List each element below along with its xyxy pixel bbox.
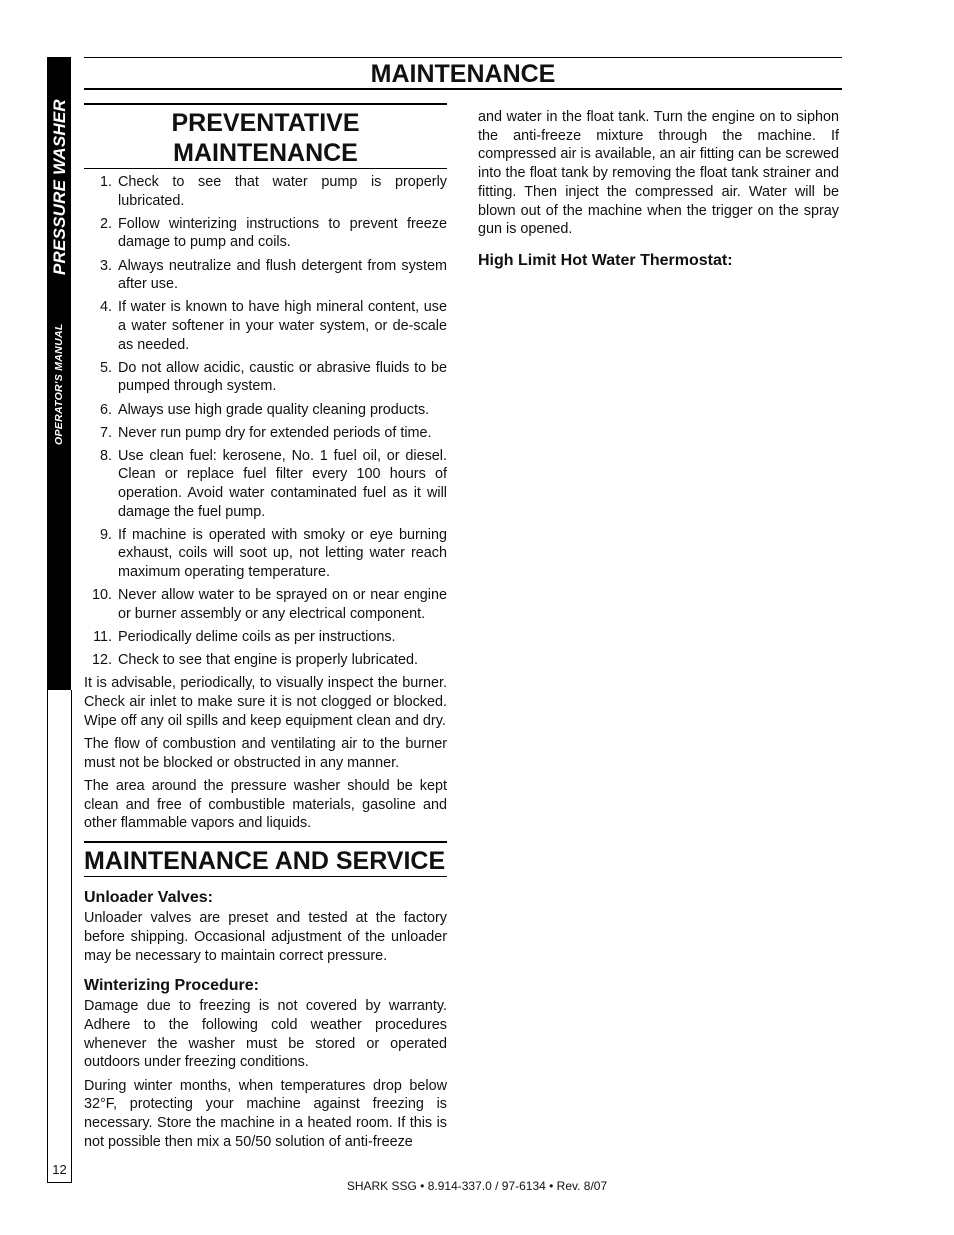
winterizing-paragraph-1: Damage due to freezing is not covered by warranty. Adhere to the following cold weather procedures whenever the washer must be stored or operated outdoors under freezing conditions. bbox=[84, 998, 447, 1071]
side-border bbox=[47, 690, 72, 1183]
item-number: 8. bbox=[99, 447, 112, 464]
item-number: 1. bbox=[99, 174, 112, 190]
winterizing-continued: and water in the float tank. Turn the engine on to siphon the anti-freeze mixture through the machine. If compressed air is available, an air fitting can be screwed into the float tank by removing the float tank strainer and fitting. Then inject the compressed air. Water will be blown out of the machine when the trigger on the spray gun is opened. bbox=[478, 109, 839, 238]
area-paragraph: The area around the pressure washer should be kept clean and free of combustible materials, gasoline and other flammable vapors and liquids. bbox=[84, 778, 447, 832]
section-rule bbox=[84, 168, 447, 169]
section-rule bbox=[84, 841, 447, 843]
list-item bbox=[84, 651, 447, 670]
page-number: 12 bbox=[52, 1162, 67, 1177]
section-rule bbox=[84, 876, 447, 877]
winterizing-paragraph-2: During winter months, when temperatures drop below 32°F, protecting your machine against freezing is necessary. Store the machine in a heated room. If this is not possible then mix a 50/50 solution of anti-freeze bbox=[84, 1077, 447, 1150]
side-tab-subtitle: OPERATOR'S MANUAL bbox=[53, 323, 65, 445]
section-rule bbox=[84, 103, 447, 105]
item-text: Check to see that water pump is properly lubricated. bbox=[118, 174, 447, 209]
list-item bbox=[84, 628, 447, 647]
item-number: 6. bbox=[99, 401, 112, 418]
maintenance-list bbox=[84, 173, 447, 670]
item-number: 10. bbox=[91, 587, 112, 604]
item-number: 5. bbox=[99, 359, 112, 376]
item-number: 12. bbox=[91, 652, 112, 669]
footer bbox=[0, 1178, 954, 1194]
item-text: If water is known to have high mineral content, use a water softener in your water system, or de-scale as needed. bbox=[118, 299, 447, 353]
item-text: Never run pump dry for extended periods of time. bbox=[118, 424, 432, 441]
item-text: Check to see that engine is properly lubricated. bbox=[118, 652, 418, 669]
list-item bbox=[84, 298, 447, 354]
footer-text: SHARK SSG • 8.914-337.0 / 97-6134 • Rev. 8/07 bbox=[346, 1179, 608, 1193]
winterizing-heading: Winterizing Procedure: bbox=[84, 977, 259, 995]
inspection-paragraph: It is advisable, periodically, to visually inspect the burner. Check air inlet to make sure it is not clogged or blocked. Wipe off any oil spills and keep equipment clean and dry. bbox=[84, 675, 447, 729]
item-text: Never allow water to be sprayed on or near engine or burner assembly or any electrical component. bbox=[118, 587, 447, 622]
list-item bbox=[84, 586, 447, 623]
service-title: MAINTENANCE AND SERVICE bbox=[84, 847, 446, 876]
list-item bbox=[84, 447, 447, 521]
list-item bbox=[84, 215, 447, 252]
preventative-title bbox=[84, 108, 447, 168]
right-column bbox=[478, 108, 839, 272]
item-number: 7. bbox=[99, 424, 112, 441]
airflow-paragraph: The flow of combustion and ventilating air to the burner must not be blocked or obstructed in any manner. bbox=[84, 736, 447, 771]
item-text: Periodically delime coils as per instructions. bbox=[118, 629, 396, 645]
header-bottom-rule bbox=[84, 88, 842, 90]
header-top-rule bbox=[84, 57, 842, 58]
list-item bbox=[84, 526, 447, 582]
item-text: If machine is operated with smoky or eye burning exhaust, coils will soot up, not letting water reach maximum operating temperature. bbox=[118, 526, 447, 581]
left-column bbox=[84, 103, 447, 1156]
unloader-heading: Unloader Valves: bbox=[84, 889, 213, 907]
side-tab-title: PRESSURE WASHER bbox=[50, 99, 69, 275]
item-text: Follow winterizing instructions to prevent freeze damage to pump and coils. bbox=[118, 215, 447, 251]
side-tab bbox=[47, 57, 71, 690]
list-item bbox=[84, 424, 447, 443]
item-number: 2. bbox=[99, 215, 112, 232]
page-title: MAINTENANCE bbox=[370, 60, 556, 88]
item-text: Do not allow acidic, caustic or abrasive fluids to be pumped through system. bbox=[118, 359, 447, 395]
list-item bbox=[84, 257, 447, 294]
thermostat-heading: High Limit Hot Water Thermostat: bbox=[478, 251, 733, 269]
item-number: 11. bbox=[93, 629, 112, 645]
list-item bbox=[84, 173, 447, 210]
item-text: Always neutralize and flush detergent from system after use. bbox=[118, 257, 447, 293]
preventative-title-line2: MAINTENANCE bbox=[173, 139, 358, 167]
unloader-paragraph: Unloader valves are preset and tested at the factory before shipping. Occasional adjustment of the unloader may be necessary to maintain correct pressure. bbox=[84, 910, 447, 964]
item-number: 3. bbox=[99, 257, 112, 274]
list-item bbox=[84, 359, 447, 396]
item-number: 9. bbox=[99, 526, 112, 543]
item-number: 4. bbox=[99, 299, 112, 316]
item-text: Always use high grade quality cleaning products. bbox=[118, 401, 430, 418]
preventative-title-line1: PREVENTATIVE bbox=[171, 109, 360, 137]
list-item bbox=[84, 401, 447, 420]
item-text: Use clean fuel: kerosene, No. 1 fuel oil, or diesel. Clean or replace fuel filter every 100 hours of operation. Avoid water contaminated fuel as it will damage the fuel pump. bbox=[118, 447, 447, 520]
